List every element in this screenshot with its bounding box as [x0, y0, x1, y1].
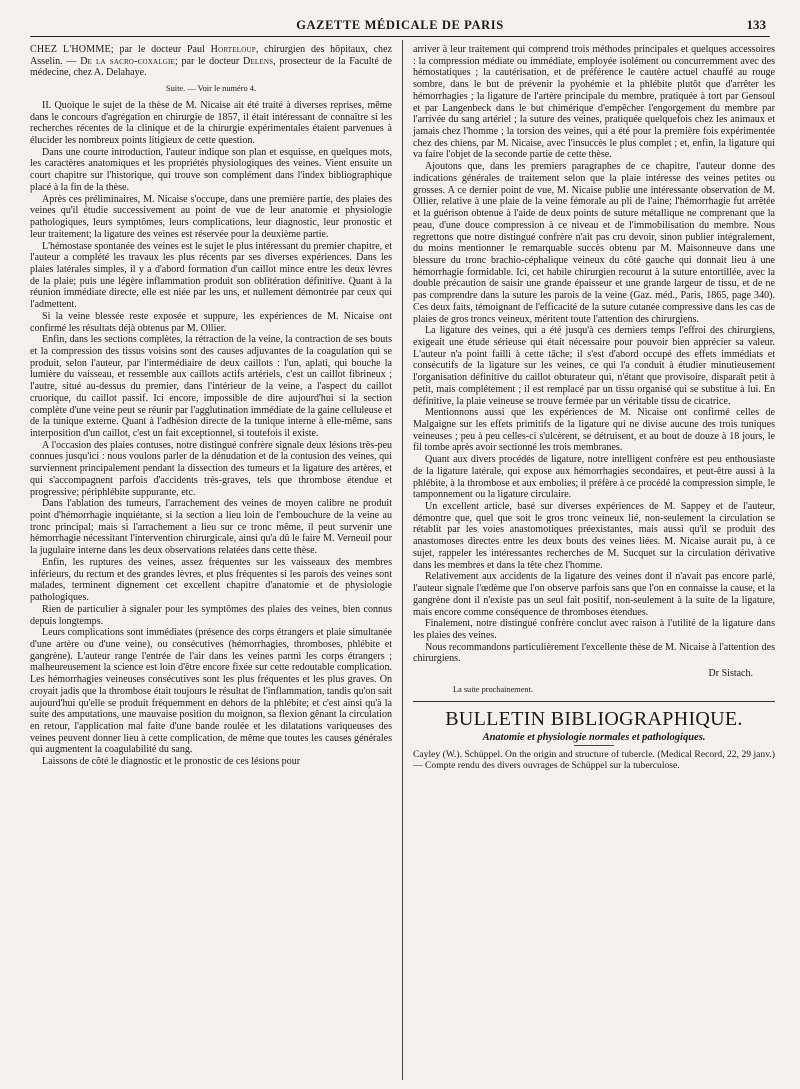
- bibliography-entry: Cayley (W.). Schüppel. On the origin and structure of tubercle. (Medical Record, 22, 29 janv.) — Compte rendu des divers ouvrages de Schüppel sur la tuberculose.: [413, 749, 775, 772]
- paragraph: Quant aux divers procédés de ligature, notre intelligent confrère est peu enthousiaste de la ligature latérale, qui expose aux hémorrhagies secondaires, et peut-être aussi à la phlébite, à la thrombose et aux embolies; il préfère à ce procédé la compression simple, le tamponnement ou la ligature circulaire.: [413, 454, 775, 501]
- paragraph: A l'occasion des plaies contuses, notre distingué confrère signale deux lésions très-peu connues jusqu'ici : nous voulons parler de la dénudation et de la contusion des veines, qui surviennent principalement pendant la dissection des tumeurs et la ligature des artères, et qui s'accompagnent parfois d'accidents très-graves, tels que thrombose étendue et progressive; périphlébite suppurante, etc.: [30, 439, 392, 498]
- ref-text: , prosecteur de la Faculté de médecine, chez A. Delahaye.: [30, 55, 392, 79]
- continued-note: La suite prochainement.: [453, 684, 533, 694]
- paragraph: Mentionnons aussi que les expériences de M. Nicaise ont confirmé celles de Malgaigne sur les effets primitifs de la ligature qui ne divise aucune des trois tuniques veineuses ; peu à peu celles-ci s'ulcèrent, se détruisent, et au bout de douze à 18 jours, le fil tombe après avoir sectionné les trois membranes.: [413, 407, 775, 454]
- paragraph: Relativement aux accidents de la ligature des veines dont il n'avait pas encore parlé, l'auteur signale l'œdème que l'on observe parfois sans que l'on en connaisse la cause, et la gangrène dont il n'existe pas un seul fait positif, non-seulement à la suite de la ligature, mais encore comme conséquence de thromboses étendues.: [413, 571, 775, 618]
- paragraph: Enfin, dans les sections complètes, la rétraction de la veine, la contraction de ses bouts et la compression des tissus voisins sont des causes adjuvantes de la coagulation qui se produit, selon l'auteur, par l'intermédiaire de deux caillots : l'un, aplati, qui bouche la lumière du vaisseau, et ressemble aux caillots actifs artériels, c'est un caillot fibrineux ; l'autre, situé au-dessus du premier, dans l'intérieur de la veine, a l'aspect du caillot cruorique, du caillot passif. Ici encore, impossible de dire aujourd'hui si la section complète d'une veine peut se réunir par l'agglutination immédiate de la gaine celluleuse et de la tunique externe. Quant à l'adhésion directe de la tunique interne à elle-même, sans interposition d'un caillot, c'est un fait exceptionnel, si toutefois il existe.: [30, 334, 392, 439]
- left-column: [30, 44, 392, 768]
- paragraph: L'hémostase spontanée des veines est le sujet le plus intéressant du premier chapitre, et l'auteur a complété les travaux les plus récents par ses diverses expériences. Dans les plaies latérales simples, il y a d'abord formation d'un caillot mince entre les deux lèvres de la plaie; puis une légère inflammation produit son oblitération définitive. Quant à la réunion immédiate directe, elle est niée par les uns, et nullement démontrée par ceux qui l'admettent.: [30, 240, 392, 311]
- ref-title-fragment: CHEZ L'HOMME: [30, 44, 111, 55]
- column-divider: [402, 40, 403, 1080]
- right-column: [413, 44, 775, 771]
- page-number: 133: [746, 17, 766, 32]
- paragraph: arriver à leur traitement qui comprend trois méthodes principales et quelques accessoires : la compression médiate ou immédiate, employée isolément ou concurremment avec des hémostatiques ; la cautérisation, et de préférence le cautère actuel chauffé au rouge sombre, dans le but de prévenir la pyohémie et la phlébite plutôt que d'arrêter les hémorrhagies ; la ligature de l'artère principale du membre, pratiquée à tort par Gensoul et par Langenbeck dans le but chimérique d'empêcher l'engorgement du membre par l'arrivée du sang artériel ; la suture des veines, pratiquée quelquefois chez les animaux et jamais chez l'homme ; la torsion des veines, qui a été pour la première fois expérimentée chez des chiens, par M. Nicaise, avec l'insuccès le plus complet ; et, enfin, la ligature qui va faire l'objet de la seconde partie de cette thèse.: [413, 44, 775, 161]
- ref-author: Horteloup: [210, 44, 256, 55]
- subtitle-rule: [574, 745, 614, 746]
- paragraph: Après ces préliminaires, M. Nicaise s'occupe, dans une première partie, des plaies des veines qu'il étudie successivement au point de vue de leur anatomie et physiologie pathologiques, leurs symptômes, leurs complications, leur diagnostic, leur pronostic et leur traitement; la ligature des veines est réservée pour la deuxième partie.: [30, 193, 392, 240]
- bulletin-subtitle: Anatomie et physiologie normales et pathologiques.: [482, 731, 706, 743]
- ref-text: , chirurgien des hôpitaux, chez Asselin. —: [30, 44, 392, 67]
- paragraph: Leurs complications sont immédiates (présence des corps étrangers et plaie simultanée d'une artère ou d'une veine), ou consécutives (hémorrhagies, thromboses, phlébite et gangrène). L'auteur range l'entrée de l'air dans les veines parmi les corps étrangers ; malheureusement la science est loin d'être encore fixée sur cette redoutable complication. Les hémorrhagies veineuses consécutives sont les plus fréquentes et les plus graves. On croyait jadis que la thrombose était toujours le résultat de l'inflammation, tandis qu'on sait aujourd'hui qu'elle se produit fréquemment en dehors de la phlébite; et c'est ainsi qu'à la suite des amputations, une mauvaise position du moignon, sa flexion gênant la circulation en retour, l'application mal faite d'une bande roulée et les dilatations variqueuses des veines peuvent donner lieu à cette complication, de même que toutes les causes générales qui augmentent la coagulabilité du sang.: [30, 627, 392, 756]
- continuation-note: Suite. — Voir le numéro 4.: [165, 84, 257, 94]
- bulletin-title: BULLETIN BIBLIOGRAPHIQUE.: [445, 707, 743, 730]
- ref-text: ; par le docteur Paul: [110, 44, 211, 55]
- bibliography-list: [413, 749, 775, 771]
- paragraph: Rien de particulier à signaler pour les symptômes des plaies des veines, bien connus depuis longtemps.: [30, 603, 392, 627]
- paragraph: Laissons de côté le diagnostic et le pronostic de ces lésions pour: [42, 756, 301, 768]
- paragraph: Si la veine blessée reste exposée et suppure, les expériences de M. Nicaise ont confirmé les résultats déjà obtenus par M. Ollier.: [30, 310, 392, 334]
- journal-title: GAZETTE MÉDICALE DE PARIS: [296, 17, 504, 32]
- paragraph: Un excellent article, basé sur diverses expériences de M. Sappey et de l'auteur, démontre que, quel que soit le gros tronc veineux lié, non-seulement la circulation se rétablit par les voies anastomotiques préexistantes, mais aussi qu'il se produit des anastomoses directes entre les deux bouts des veines liées. M. Nicaise aurait pu, à ce sujet, rappeler les intéressantes recherches de M. Sucquet sur la circulation dérivative dans les membres et dans la tête chez l'homme.: [413, 501, 775, 571]
- paragraph: Finalement, notre distingué confrère conclut avec raison à l'utilité de la ligature dans les plaies des veines.: [413, 618, 775, 641]
- paragraph: La ligature des veines, qui a été jusqu'à ces derniers temps l'effroi des chirurgiens, exigeait une étude sérieuse qui était nécessaire pour pouvoir bien apprécier sa valeur. L'auteur n'a point failli à cette tâche; il s'est d'abord occupé des effets immédiats et consécutifs de la ligature sur les veines, ce qui l'a conduit à étudier minutieusement l'organisation définitive du caillot obturateur qui, n'étant que provisoire, disparaît petit à petit, mais complétement ; il est remplacé par un tissu organisé qui se substitue à lui. En définitive, la plaie veineuse se trouve fermée par un véritable tissu de cicatrice.: [413, 325, 775, 407]
- paragraph: Dans l'ablation des tumeurs, l'arrachement des veines de moyen calibre ne produit point d'hémorrhagie inquiétante, si la section a lieu loin de l'embouchure de la veine au tronc principal; mais si l'arrachement a lieu sur ce tronc même, il peut survenir une hémorrhagie nécessitant l'intervention chirurgicale, ainsi qu'a dû le faire M. Verneuil pour la jugulaire interne dans les deux observations relatées dans cette thèse.: [30, 498, 392, 557]
- paragraph: Dans une courte introduction, l'auteur indique son plan et esquisse, en quelques mots, les caractères anatomiques et les propriétés physiologiques des veines. Vient ensuite un court chapitre sur l'historique, qui trouve son complément dans l'index bibliographique placé à la fin de la thèse.: [30, 146, 392, 193]
- paragraph: Nous recommandons particulièrement l'excellente thèse de M. Nicaise à l'attention des chirurgiens.: [413, 641, 775, 665]
- page-header: [30, 14, 770, 37]
- paragraph: Enfin, les ruptures des veines, assez fréquentes sur les vaisseaux des membres inférieurs, du rectum et des grandes lèvres, et plus fréquentes si les parois des veines sont malades, terminent dignement cet excellent chapitre d'anatomie et de physiologie pathologiques.: [30, 556, 392, 604]
- paragraph: II. Quoique le sujet de la thèse de M. Nicaise ait été traité à diverses reprises, même dans le concours d'agrégation en chirurgie de 1857, il était intéressant de connaître si les recherches récentes de la clinique et de la chirurgie expérimentales étaient parvenues à élucider les nombreux points litigieux de cette question.: [30, 99, 392, 147]
- ref-author: Delens: [242, 55, 274, 67]
- ref-text: ; par le docteur: [174, 55, 243, 67]
- section-divider: [413, 701, 775, 702]
- bibliography-continuation: [30, 44, 392, 79]
- author-signature: Dr Sistach.: [708, 668, 753, 680]
- ref-title: De la sacro-coxalgie: [80, 55, 175, 67]
- paragraph: Ajoutons que, dans les premiers paragraphes de ce chapitre, l'auteur donne des indications générales de traitement selon que la plaie intéresse des veines petites ou grosses. A ce dernier point de vue, M. Nicaise publie une intéressante observation de M. Ollier, relative à une plaie de la veine fémorale au pli de l'aine; l'hémorrhagie fut arrêtée et la guérison obtenue à l'aide de deux points de suture métallique ne comprenant que la peau, d'une douce compression à ce niveau et de l'immobilisation du membre. Nous regrettons que notre distingué confrère n'ait pas cru devoir, sinon publier intégralement, du moins mentionner le remarquable succès obtenu par M. Maisonneuve dans une blessure du tronc brachio-céphalique veineux du côté gauche qui donnait lieu à une hémorrhagie formidable. Ici, cet habile chirurgien recourut à la suture entortillée, avec la double précaution de saisir une grande épaisseur et une grande largeur de tissu, et de ne pas comprendre dans la suture les parois de la veine (Gaz. méd., Paris, 1865, page 340). Ces deux faits, témoignant de l'efficacité de la suture cutanée compressive dans les cas de plaies de gros troncs veineux, méritent toute l'attention des chirurgiens.: [413, 161, 775, 325]
